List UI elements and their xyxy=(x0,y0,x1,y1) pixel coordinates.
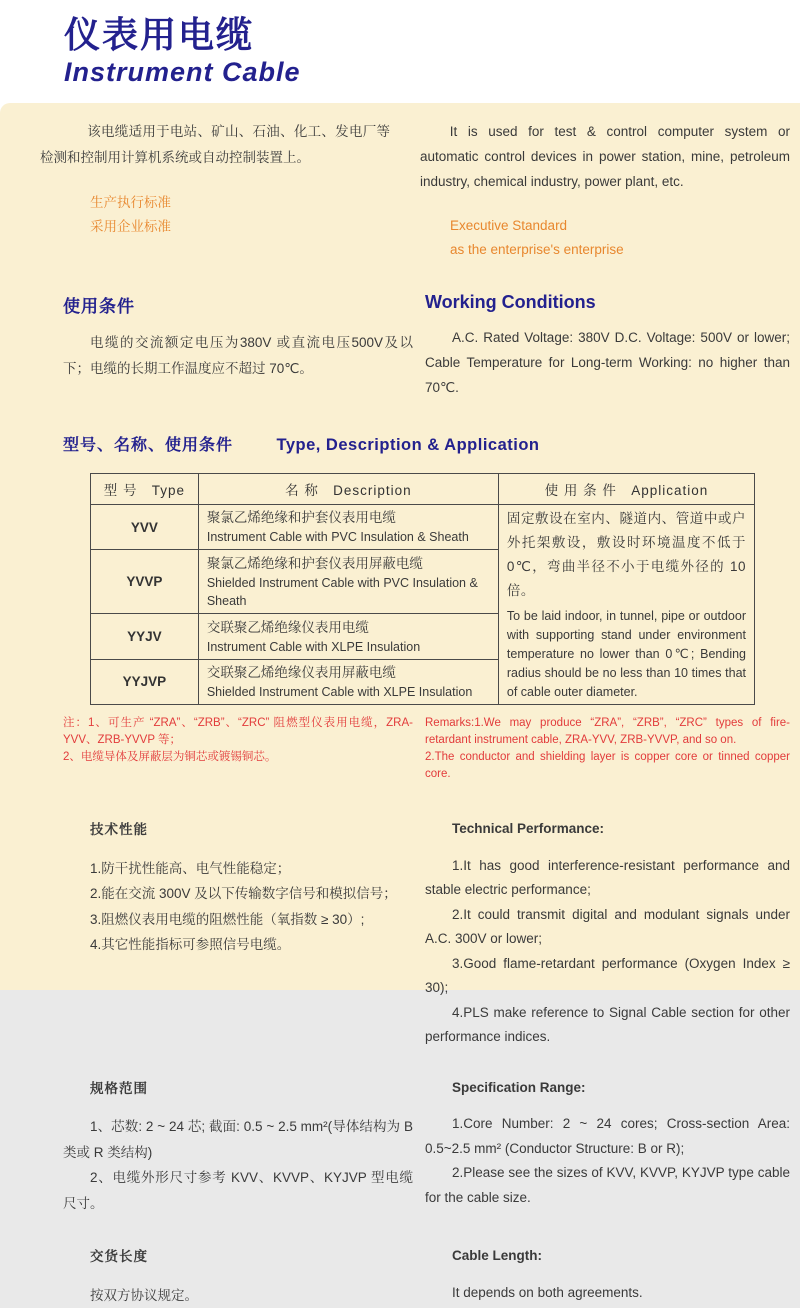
desc-zh: 交联聚乙烯绝缘仪表用电缆 xyxy=(207,618,490,638)
technical-performance-section xyxy=(40,817,790,1050)
standard-line-en-2: as the enterprise's enterprise xyxy=(450,238,790,262)
tech-zh-column xyxy=(63,817,413,958)
col-header-type-zh: 型 号 xyxy=(104,483,138,498)
notes-zh-column xyxy=(63,715,413,766)
note-zh-2: 2、电缆导体及屏蔽层为铜芯或镀锡铜芯。 xyxy=(63,749,413,766)
spec-en-item-1: 1.Core Number: 2 ~ 24 cores; Cross-section Area: 0.5~2.5 mm² (Conductor Structure: B or R); xyxy=(425,1112,790,1161)
tech-zh-item-3: 3.阻燃仪表用电缆的阻燃性能（氧指数 ≥ 30）; xyxy=(63,907,413,933)
standard-line-en-1: Executive Standard xyxy=(450,214,790,238)
desc-zh: 交联聚乙烯绝缘仪表用屏蔽电缆 xyxy=(207,663,490,683)
length-body-zh: 按双方协议规定。 xyxy=(63,1283,413,1308)
working-conditions-section xyxy=(40,292,790,400)
col-header-desc-en: Description xyxy=(333,483,412,498)
col-header-application xyxy=(498,474,754,505)
intro-en-column xyxy=(420,119,790,262)
desc-en: Instrument Cable with PVC Insulation & Sheath xyxy=(207,528,490,546)
spec-zh-item-1: 1、芯数: 2 ~ 24 芯; 截面: 0.5 ~ 2.5 mm²(导体结构为 B 类或 R 类结构) xyxy=(63,1114,413,1165)
intro-section xyxy=(40,119,790,262)
tech-zh-item-1: 1.防干扰性能高、电气性能稳定； xyxy=(63,856,413,882)
tech-en-item-3: 3.Good flame-retardant performance (Oxygen Index ≥ 30); xyxy=(425,952,790,1001)
working-body-zh: 电缆的交流额定电压为380V 或直流电压500V及以下；电缆的长期工作温度应不超过 70℃。 xyxy=(63,330,413,382)
cell-application xyxy=(498,505,754,705)
standard-lines-en xyxy=(420,214,790,262)
cell-desc-yvv xyxy=(198,505,498,550)
table-row xyxy=(91,505,755,550)
notes-en-column xyxy=(425,715,790,783)
tech-zh-item-2: 2.能在交流 300V 及以下传输数字信号和模拟信号； xyxy=(63,881,413,907)
col-header-description xyxy=(198,474,498,505)
tech-zh-item-4: 4.其它性能指标可参照信号电缆。 xyxy=(63,932,413,958)
col-header-app-zh: 使 用 条 件 xyxy=(545,483,617,498)
cell-desc-yyjvp xyxy=(198,659,498,704)
desc-zh: 聚氯乙烯绝缘和护套仪表用屏蔽电缆 xyxy=(207,554,490,574)
standard-line-zh-2: 采用企业标准 xyxy=(90,215,390,239)
page-title-en: Instrument Cable xyxy=(64,55,800,88)
spec-heading-en: Specification Range: xyxy=(425,1076,790,1101)
desc-en: Instrument Cable with XLPE Insulation xyxy=(207,638,490,656)
cell-type-yvv: YVV xyxy=(91,505,199,550)
standard-lines-zh xyxy=(40,191,390,239)
notes-section xyxy=(40,715,790,783)
tech-heading-en: Technical Performance: xyxy=(425,817,790,842)
length-en-column xyxy=(425,1244,790,1305)
page-body xyxy=(0,103,800,990)
tech-en-item-4: 4.PLS make reference to Signal Cable section for other performance indices. xyxy=(425,1001,790,1050)
type-section-heading xyxy=(40,432,790,455)
note-en-1: Remarks:1.We may produce “ZRA”, “ZRB”, “ZRC” types of fire-retardant instrument cable, ZRA-YVV, ZRB-YVVP, and so on. xyxy=(425,715,790,749)
col-header-app-en: Application xyxy=(631,483,708,498)
intro-paragraph-en: It is used for test & control computer system or automatic control devices in power station, mine, petroleum industry, chemical industry, power plant, etc. xyxy=(420,119,790,194)
type-section-heading-zh: 型号、名称、使用条件 xyxy=(63,437,233,454)
desc-zh: 聚氯乙烯绝缘和护套仪表用电缆 xyxy=(207,508,490,528)
page-header xyxy=(0,0,800,103)
intro-paragraph-zh: 该电缆适用于电站、矿山、石油、化工、发电厂等检测和控制用计算机系统或自动控制装置上。 xyxy=(40,119,390,171)
working-body-en: A.C. Rated Voltage: 380V D.C. Voltage: 500V or lower; Cable Temperature for Long-term Working: no higher than 70℃. xyxy=(425,325,790,400)
spec-en-column xyxy=(425,1076,790,1211)
cable-length-section xyxy=(40,1244,790,1308)
desc-en: Shielded Instrument Cable with XLPE Insulation xyxy=(207,683,490,701)
intro-zh-column xyxy=(40,119,390,239)
working-heading-zh: 使用条件 xyxy=(63,292,413,317)
standard-line-zh-1: 生产执行标准 xyxy=(90,191,390,215)
note-zh-1: 注：1、可生产 “ZRA”、“ZRB”、“ZRC” 阻燃型仪表用电缆，ZRA-YVV、ZRB-YVVP 等； xyxy=(63,715,413,749)
working-heading-en: Working Conditions xyxy=(425,292,790,313)
cell-type-yvvp: YVVP xyxy=(91,550,199,614)
desc-en: Shielded Instrument Cable with PVC Insulation & Sheath xyxy=(207,574,490,610)
type-table xyxy=(90,473,755,705)
type-table-header xyxy=(91,474,755,505)
application-en: To be laid indoor, in tunnel, pipe or outdoor with supporting stand under environment temperature no lower than 0℃; Bending radius should be no less than 10 times that of cable outer diameter. xyxy=(507,607,746,702)
working-en-column xyxy=(425,292,790,400)
spec-zh-item-2: 2、电缆外形尺寸参考 KVV、KVVP、KYJVP 型电缆尺寸。 xyxy=(63,1165,413,1216)
working-zh-column xyxy=(63,292,413,382)
spec-heading-zh: 规格范围 xyxy=(63,1076,413,1102)
type-section-heading-en: Type, Description & Application xyxy=(276,436,539,454)
length-heading-zh: 交货长度 xyxy=(63,1244,413,1270)
col-header-type xyxy=(91,474,199,505)
application-zh: 固定敷设在室内、隧道内、管道中或户外托架敷设，敷设时环境温度不低于 0℃，弯曲半径不小于电缆外径的 10 倍。 xyxy=(507,507,746,603)
length-heading-en: Cable Length: xyxy=(425,1244,790,1269)
cell-type-yyjvp: YYJVP xyxy=(91,659,199,704)
spec-zh-column xyxy=(63,1076,413,1217)
tech-en-item-2: 2.It could transmit digital and modulant signals under A.C. 300V or lower; xyxy=(425,903,790,952)
spec-en-item-2: 2.Please see the sizes of KVV, KVVP, KYJVP type cable for the cable size. xyxy=(425,1161,790,1210)
tech-en-item-1: 1.It has good interference-resistant performance and stable electric performance; xyxy=(425,854,790,903)
note-en-2: 2.The conductor and shielding layer is copper core or tinned copper core. xyxy=(425,749,790,783)
tech-heading-zh: 技术性能 xyxy=(63,817,413,843)
col-header-desc-zh: 名 称 xyxy=(285,483,319,498)
cell-type-yyjv: YYJV xyxy=(91,614,199,659)
page-title-zh: 仪表用电缆 xyxy=(64,0,800,55)
cell-desc-yvvp xyxy=(198,550,498,614)
col-header-type-en: Type xyxy=(152,483,185,498)
length-body-en: It depends on both agreements. xyxy=(425,1281,790,1306)
cell-desc-yyjv xyxy=(198,614,498,659)
tech-en-column xyxy=(425,817,790,1050)
length-zh-column xyxy=(63,1244,413,1308)
specification-range-section xyxy=(40,1076,790,1217)
